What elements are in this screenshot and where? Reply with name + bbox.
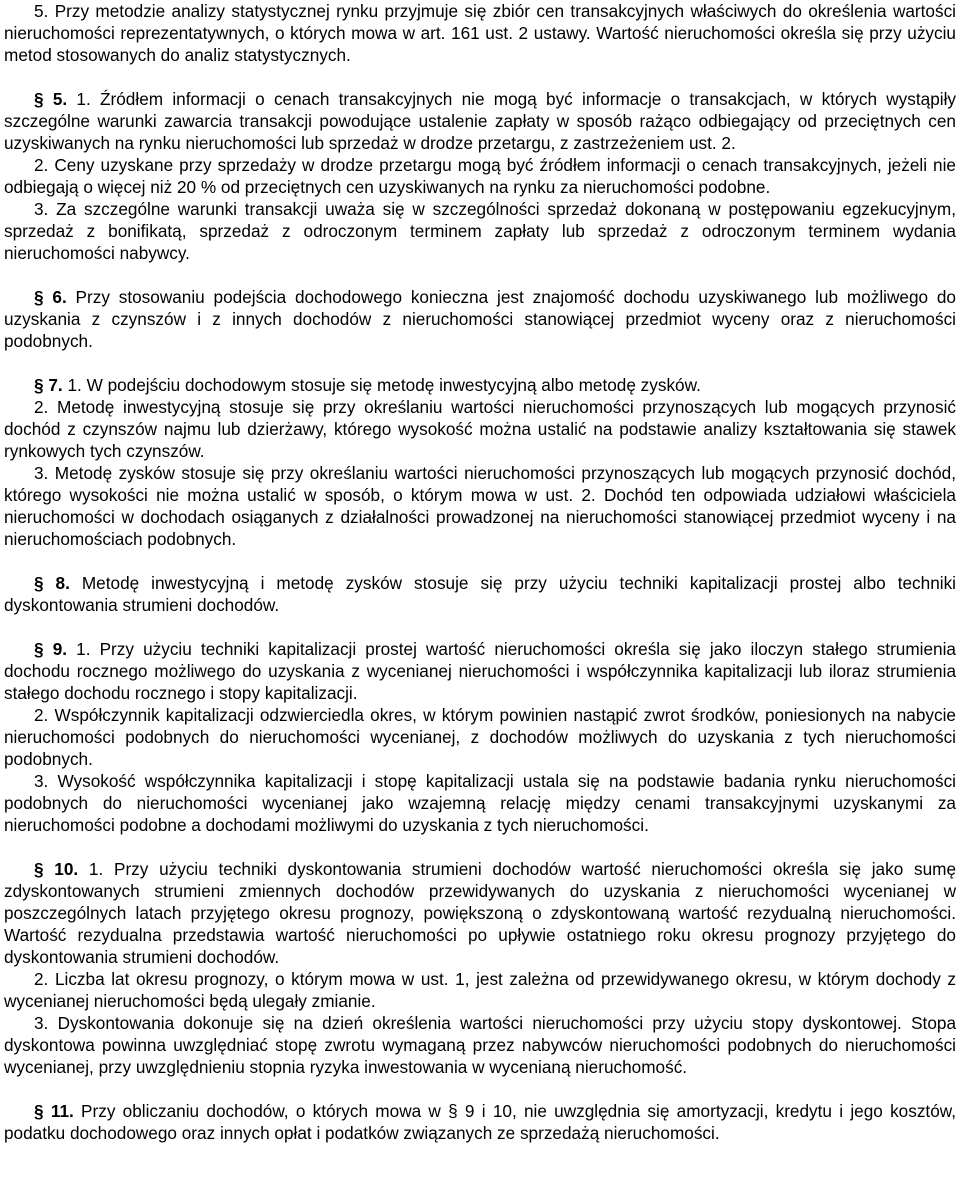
paragraph: § 10. 1. Przy użyciu techniki dyskontowania strumieni dochodów wartość nieruchomości określa się jako sumę zdyskontowanych strumieni zmiennych dochodów przewidywanych do uzyskania z nieruchomości wycenianej w poszczególnych latach przyjętego okresu prognozy, powiększoną o zdyskontowaną wartość rezydualną nieruchomości. Wartość rezydualna przedstawia wartość nieruchomości po upływie ostatniego roku okresu prognozy przyjętego do dyskontowania strumieni dochodów. (4, 859, 957, 967)
paragraph: 3. Za szczególne warunki transakcji uważa się w szczególności sprzedaż dokonaną w postępowaniu egzekucyjnym, sprzedaż z bonifikatą, sprzedaż z odroczonym terminem zapłaty lub sprzedaż z odroczonym terminem wydania nieruchomości nabywcy. (4, 199, 956, 263)
paragraph: 2. Metodę inwestycyjną stosuje się przy określaniu wartości nieruchomości przynoszących lub mogących przynosić dochód z czynszów najmu lub dzierżawy, którego wysokość można ustalić na podstawie analizy kształtowania się stawek rynkowych tych czynszów. (4, 397, 956, 461)
section-sign: § (34, 639, 44, 659)
paragraph: 3. Wysokość współczynnika kapitalizacji i stopę kapitalizacji ustala się na podstawie badania rynku nieruchomości podobnych do nieruchomości wycenianej jako wzajemną relację między cenami transakcyjnymi uzyskanymi za nieruchomości podobne a dochodami możliwymi do uzyskania z tych nieruchomości. (4, 771, 956, 835)
paragraph: § 6. Przy stosowaniu podejścia dochodowego konieczna jest znajomość dochodu uzyskiwanego lub możliwego do uzyskania z czynszów i z innych dochodów z nieruchomości stanowiącej przedmiot wyceny oraz z nieruchomości podobnych. (4, 287, 956, 351)
paragraph: 3. Metodę zysków stosuje się przy określaniu wartości nieruchomości przynoszących lub mogących przynosić dochód, którego wysokości nie można ustalić w sposób, o którym mowa w ust. 2. Dochód ten odpowiada udziałowi właściciela nieruchomości w dochodach osiąganych z działalności prowadzonej na nieruchomości stanowiącej przedmiot wyceny i na nieruchomościach podobnych. (4, 463, 956, 549)
section-number: 7. (48, 375, 63, 395)
section-number: 11. (50, 1101, 74, 1121)
paragraph: 3. Dyskontowania dokonuje się na dzień określenia wartości nieruchomości przy użyciu stopy dyskontowej. Stopa dyskontowa powinna uwzględniać stopę zwrotu wymaganą przez nabywców nieruchomości podobnych do nieruchomości wycenianej, przy uwzględnieniu stopnia ryzyka inwestowania w wycenianą nieruchomość. (4, 1013, 956, 1077)
section-sign: § (34, 573, 44, 593)
section-number: 6. (52, 287, 67, 307)
section-number: 8. (55, 573, 70, 593)
section-sign: § (34, 1101, 44, 1121)
paragraph: § 5. 1. Źródłem informacji o cenach transakcyjnych nie mogą być informacje o transakcjach, w których wystąpiły szczególne warunki zawarcia transakcji powodujące ustalenie zapłaty w sposób rażąco odbiegający od przeciętnych cen uzyskiwanych na rynku nieruchomości lub sprzedaż w drodze przetargu, z zastrzeżeniem ust. 2. (4, 89, 956, 153)
paragraph: § 11. Przy obliczaniu dochodów, o których mowa w § 9 i 10, nie uwzględnia się amortyzacji, kredytu i jego kosztów, podatku dochodowego oraz innych opłat i podatków związanych ze sprzedażą nieruchomości. (4, 1101, 956, 1143)
paragraph: § 9. 1. Przy użyciu techniki kapitalizacji prostej wartość nieruchomości określa się jako iloczyn stałego strumienia dochodu rocznego możliwego do uzyskania z wycenianej nieruchomości i współczynnika kapitalizacji lub iloraz strumienia stałego dochodu rocznego i stopy kapitalizacji. (4, 639, 956, 703)
section-sign: § (34, 287, 44, 307)
section-number: 9. (52, 639, 68, 659)
section-number: 10. (54, 859, 79, 879)
paragraph: 2. Ceny uzyskane przy sprzedaży w drodze przetargu mogą być źródłem informacji o cenach transakcyjnych, jeżeli nie odbiegają o więcej niż 20 % od przeciętnych cen uzyskiwanych na rynku za nieruchomości podobne. (4, 155, 956, 197)
section-sign: § (34, 859, 44, 879)
paragraph: 5. Przy metodzie analizy statystycznej rynku przyjmuje się zbiór cen transakcyjnych właściwych do określenia wartości nieruchomości reprezentatywnych, o których mowa w art. 161 ust. 2 ustawy. Wartość nieruchomości określa się przy użyciu metod stosowanych do analiz statystycznych. (4, 1, 956, 65)
paragraph: § 8. Metodę inwestycyjną i metodę zysków stosuje się przy użyciu techniki kapitalizacji prostej albo techniki dyskontowania strumieni dochodów. (4, 573, 956, 615)
section-sign: § (34, 89, 44, 109)
section-number: 5. (52, 89, 68, 109)
section-sign: § (34, 375, 44, 395)
paragraph: 2. Współczynnik kapitalizacji odzwierciedla okres, w którym powinien nastąpić zwrot środków, poniesionych na nabycie nieruchomości podobnych do nieruchomości wycenianej, z dochodów możliwych do uzyskania z tych nieruchomości podobnych. (4, 705, 956, 769)
paragraph: § 7. 1. W podejściu dochodowym stosuje się metodę inwestycyjną albo metodę zysków. (34, 375, 701, 395)
paragraph: 2. Liczba lat okresu prognozy, o którym mowa w ust. 1, jest zależna od przewidywanego okresu, w którym dochody z wycenianej nieruchomości będą ulegały zmianie. (4, 969, 956, 1011)
